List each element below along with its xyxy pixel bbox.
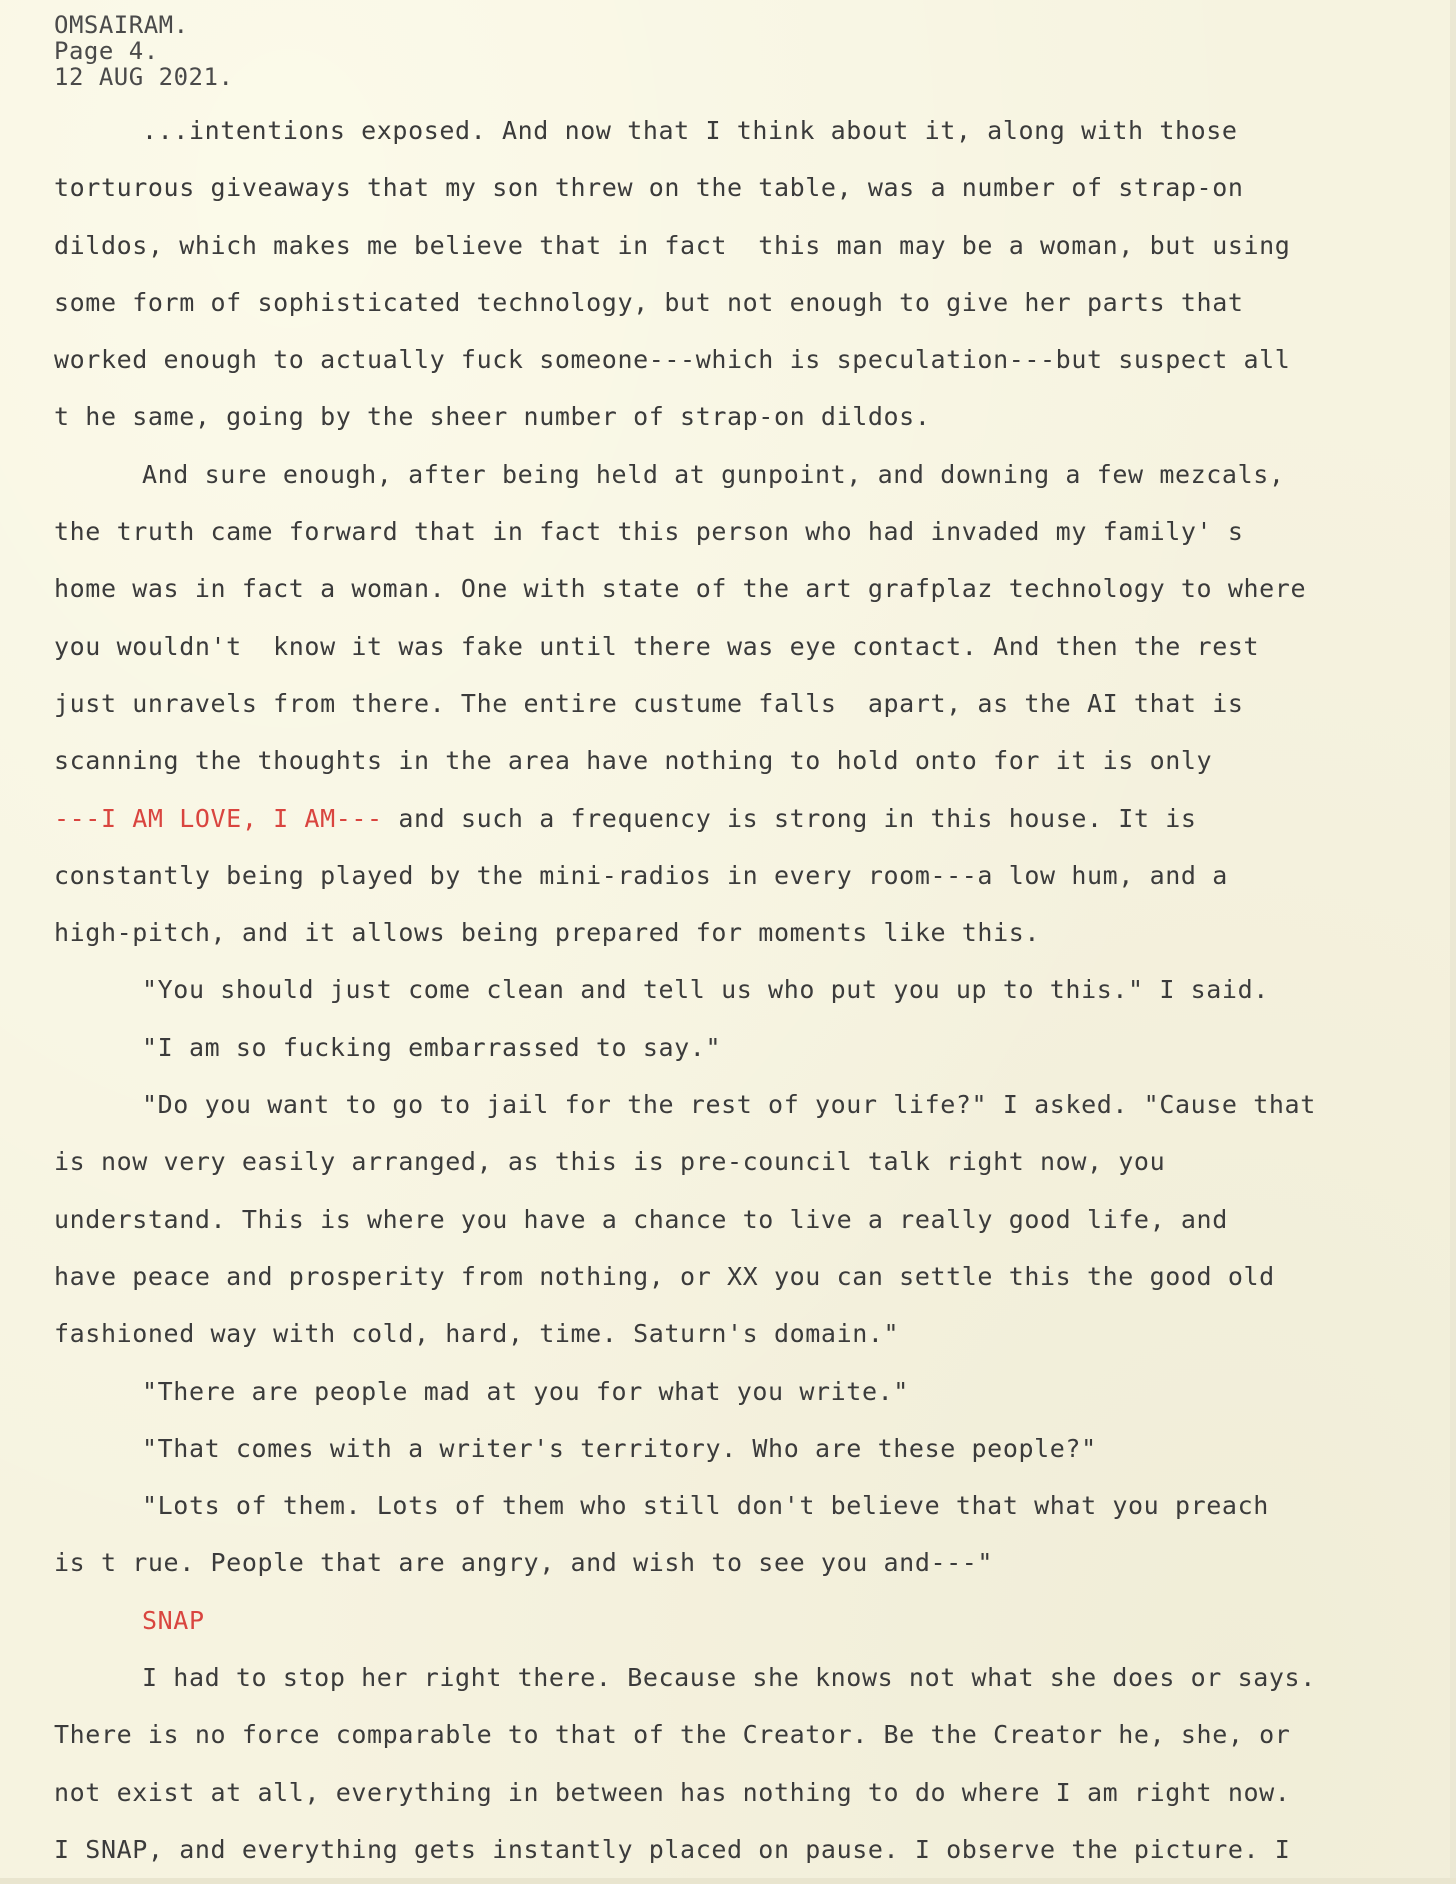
page-edge (1450, 0, 1456, 1884)
text-line (54, 1777, 1434, 1837)
text-line (54, 1032, 1434, 1092)
page-bottom-edge (0, 1878, 1456, 1884)
text-line (54, 1376, 1434, 1436)
text-line (54, 287, 1434, 347)
body-text (54, 118, 1434, 1884)
text-line (54, 459, 1434, 519)
text-line (54, 1550, 1434, 1607)
text-line (54, 576, 1434, 633)
line-text: have peace and prosperity from nothing, or XX you can settle this the good old (54, 1261, 1275, 1291)
text-line (54, 1665, 1434, 1722)
line-text: the truth came forward that in fact this person who had invaded my family' s (54, 517, 1244, 547)
line-text: dildos, which makes me believe that in fact this man may be a woman, but using (54, 230, 1291, 260)
text-line (54, 1433, 1434, 1493)
text-line (54, 1149, 1434, 1206)
text-line (54, 920, 1434, 977)
line-text: you wouldn't know it was fake until there was eye contact. And then the rest (54, 631, 1260, 661)
line-text: constantly being played by the mini-radios in every room---a low hum, and a (54, 860, 1228, 890)
line-text: and such a frequency is strong in this house. It is (382, 803, 1197, 833)
line-text: And sure enough, after being held at gunpoint, and downing a few mezcals, (142, 459, 1285, 489)
line-text: "That comes with a writer's territory. Who are these people?" (142, 1433, 1097, 1463)
header-page-number: Page 4. (54, 37, 159, 65)
line-text: just unravels from there. The entire custume falls apart, as the AI that is (54, 688, 1244, 718)
text-line (54, 977, 1434, 1034)
red-ink-text: SNAP (142, 1605, 205, 1635)
line-text: I SNAP, and everything gets instantly placed on pause. I observe the picture. I (54, 1834, 1291, 1864)
line-text: understand. This is where you have a chance to live a really good life, and (54, 1204, 1228, 1234)
text-line (54, 347, 1434, 404)
line-text: high-pitch, and it allows being prepared for moments like this. (54, 918, 1041, 948)
line-text: "There are people mad at you for what you write." (142, 1376, 909, 1406)
text-line (54, 404, 1434, 461)
text-line (54, 803, 1434, 863)
line-text: "You should just come clean and tell us who put you up to this." I said. (142, 975, 1269, 1005)
line-text: fashioned way with cold, hard, time. Saturn's domain." (54, 1319, 900, 1349)
text-line (54, 688, 1434, 748)
text-line (54, 748, 1434, 805)
text-line (54, 118, 1434, 175)
text-line (54, 1722, 1434, 1779)
text-line (54, 1834, 1434, 1884)
line-text: "I am so fucking embarrassed to say." (142, 1032, 722, 1062)
text-line (54, 1321, 1434, 1378)
line-text: some form of sophisticated technology, but not enough to give her parts that (54, 287, 1244, 317)
line-text: t he same, going by the sheer number of strap-on dildos. (54, 402, 931, 432)
line-text: I had to stop her right there. Because she knows not what she does or says. (142, 1663, 1316, 1693)
red-ink-text: ---I AM LOVE, I AM--- (54, 803, 383, 833)
text-line (54, 519, 1434, 576)
text-line (54, 1493, 1434, 1550)
line-text: torturous giveaways that my son threw on the table, was a number of strap-on (54, 173, 1244, 203)
line-text: worked enough to actually fuck someone---which is speculation---but suspect all (54, 345, 1291, 375)
line-text: "Do you want to go to jail for the rest of your life?" I asked. "Cause that (142, 1090, 1316, 1120)
line-text: is t rue. People that are angry, and wish to see you and---" (54, 1548, 994, 1578)
line-text: is now very easily arranged, as this is pre-council talk right now, you (54, 1147, 1166, 1177)
text-line (54, 230, 1434, 290)
text-line (54, 631, 1434, 691)
text-line (54, 1605, 1434, 1665)
header-title: OMSAIRAM. (54, 11, 189, 39)
line-text: scanning the thoughts in the area have nothing to hold onto for it is only (54, 746, 1213, 776)
line-text: home was in fact a woman. One with state of the art grafplaz technology to where (54, 574, 1307, 604)
text-line (54, 1204, 1434, 1264)
line-text: not exist at all, everything in between has nothing to do where I am right now. (54, 1777, 1291, 1807)
text-line (54, 1092, 1434, 1149)
page-header (54, 12, 233, 90)
header-date: 12 AUG 2021. (54, 63, 234, 91)
text-line (54, 1261, 1434, 1321)
line-text: "Lots of them. Lots of them who still don't believe that what you preach (142, 1491, 1269, 1521)
line-text: ...intentions exposed. And now that I think about it, along with those (142, 116, 1238, 145)
line-text: There is no force comparable to that of the Creator. Be the Creator he, she, or (54, 1720, 1291, 1750)
text-line (54, 175, 1434, 232)
text-line (54, 860, 1434, 920)
